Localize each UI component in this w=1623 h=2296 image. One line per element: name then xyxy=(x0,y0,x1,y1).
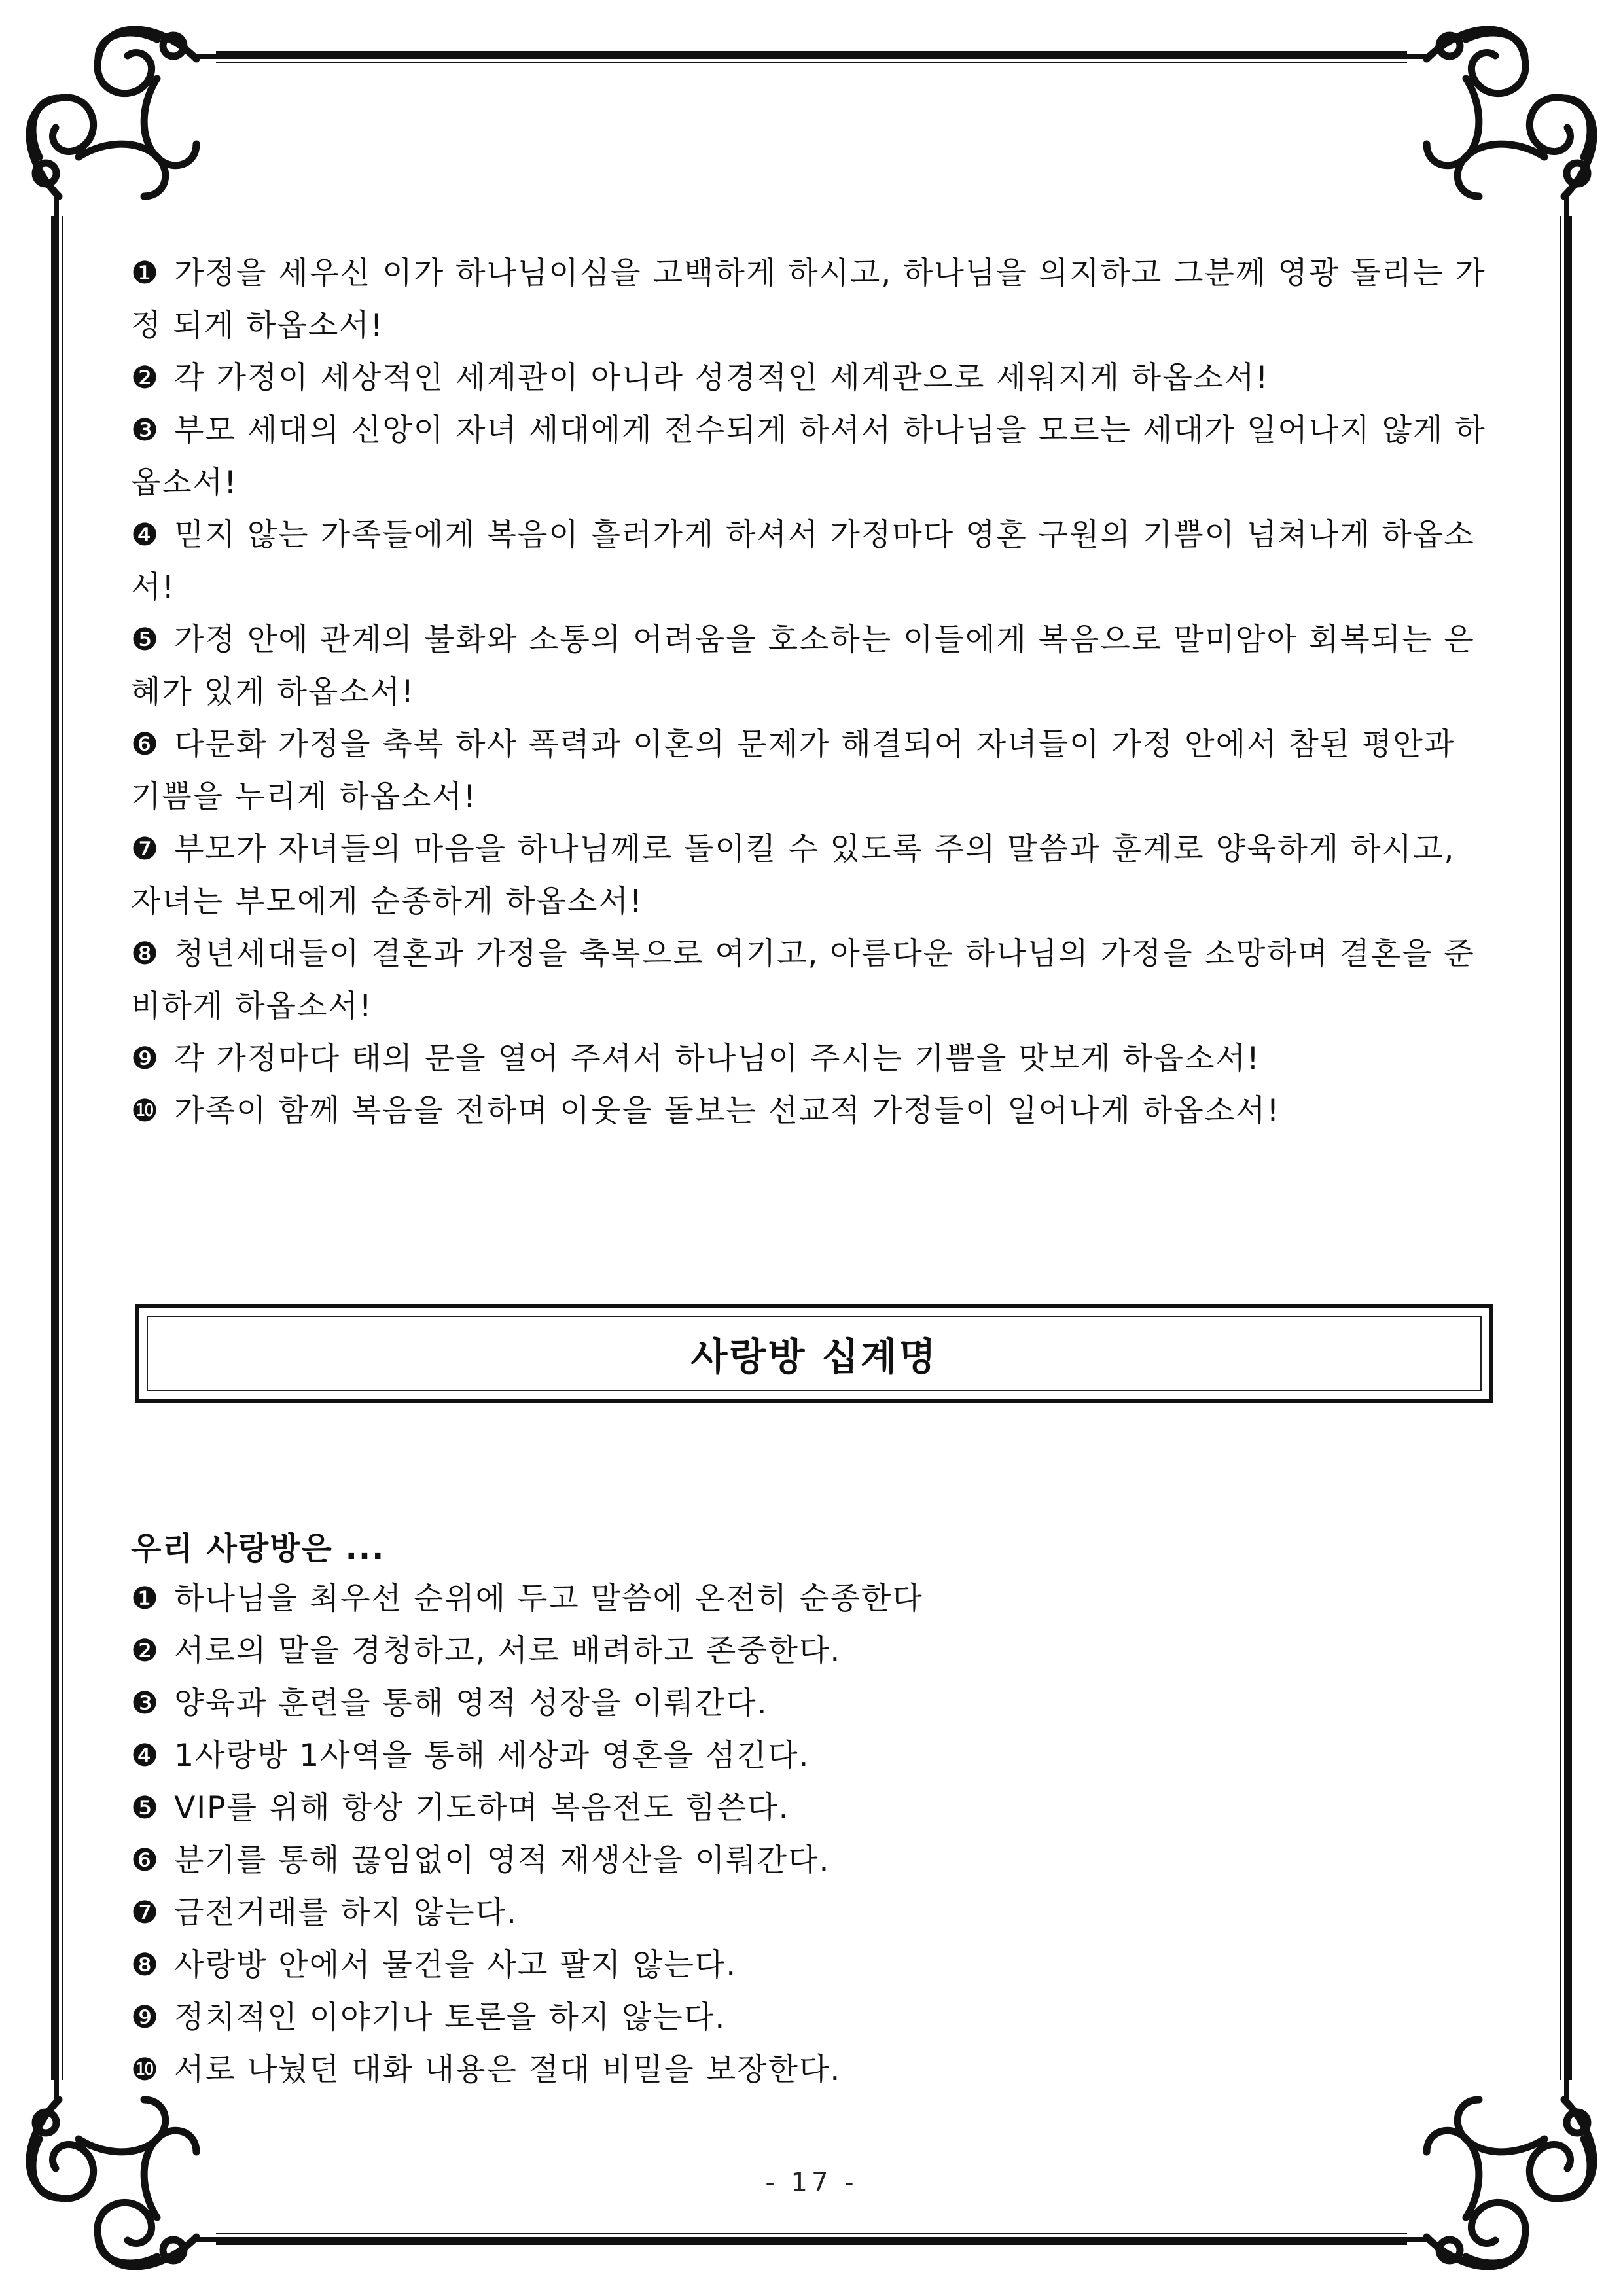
item-number: ❷ xyxy=(131,1633,160,1669)
item-number: ❽ xyxy=(131,1947,160,1983)
item-text: 사랑방 안에서 물건을 사고 팔지 않는다. xyxy=(174,1947,738,1983)
item-number: ❽ xyxy=(131,936,160,972)
item-number: ❹ xyxy=(131,517,160,553)
item-text: VIP를 위해 항상 기도하며 복음전도 힘쓴다. xyxy=(174,1790,790,1826)
item-number: ❾ xyxy=(131,1041,160,1077)
rules-list xyxy=(131,1573,1492,2096)
item-text: 각 가정이 세상적인 세계관이 아니라 성경적인 세계관으로 세워지게 하옵소서! xyxy=(174,360,1270,396)
prayer-item xyxy=(131,509,1492,614)
item-number: ❼ xyxy=(131,831,160,867)
item-text: 정치적인 이야기나 토론을 하지 않는다. xyxy=(174,2000,726,2036)
rule-item xyxy=(131,1992,1492,2044)
section-title-box xyxy=(135,1304,1493,1403)
section-title-inner-border xyxy=(147,1316,1482,1391)
item-text: 각 가정마다 태의 문을 열어 주셔서 하나님이 주시는 기쁨을 맛보게 하옵소서! xyxy=(174,1041,1260,1077)
item-text: 하나님을 최우선 순위에 두고 말씀에 온전히 순종한다 xyxy=(174,1581,923,1617)
item-text: 부모 세대의 신앙이 자녀 세대에게 전수되게 하셔서 하나님을 모르는 세대가 일어나지 않게 하옵소서! xyxy=(131,412,1486,501)
prayer-item xyxy=(131,719,1492,823)
rule-item xyxy=(131,1625,1492,1677)
rule-item xyxy=(131,1677,1492,1730)
item-number: ❶ xyxy=(131,255,160,291)
rule-item xyxy=(131,1939,1492,1992)
item-text: 서로 나눴던 대화 내용은 절대 비밀을 보장한다. xyxy=(174,2052,842,2088)
item-text: 1사랑방 1사역을 통해 세상과 영혼을 섬긴다. xyxy=(174,1738,810,1774)
item-text: 분기를 통해 끊임없이 영적 재생산을 이뤄간다. xyxy=(174,1842,830,1878)
item-number: ❸ xyxy=(131,1685,160,1721)
prayer-item xyxy=(131,1033,1492,1085)
prayer-item xyxy=(131,823,1492,928)
item-text: 금전거래를 하지 않는다. xyxy=(174,1895,518,1931)
item-text: 청년세대들이 결혼과 가정을 축복으로 여기고, 아름다운 하나님의 가정을 소망하며 결혼을 준비하게 하옵소서! xyxy=(131,936,1475,1024)
rules-heading: 우리 사랑방은 ... xyxy=(131,1530,385,1567)
rule-item xyxy=(131,2044,1492,2096)
prayer-item xyxy=(131,614,1492,719)
item-number: ❹ xyxy=(131,1738,160,1774)
prayer-item xyxy=(131,928,1492,1033)
item-number: ❼ xyxy=(131,1895,160,1931)
prayer-item xyxy=(131,404,1492,509)
item-text: 가족이 함께 복음을 전하며 이웃을 돌보는 선교적 가정들이 일어나게 하옵소서! xyxy=(174,1093,1281,1129)
item-text: 가정을 세우신 이가 하나님이심을 고백하게 하시고, 하나님을 의지하고 그분께 영광 돌리는 가정 되게 하옵소서! xyxy=(131,255,1486,344)
item-number: ❺ xyxy=(131,622,160,658)
prayer-item xyxy=(131,247,1492,352)
item-text: 가정 안에 관계의 불화와 소통의 어려움을 호소하는 이들에게 복음으로 말미암아 회복되는 은혜가 있게 하옵소서! xyxy=(131,622,1475,710)
rule-item xyxy=(131,1782,1492,1835)
item-number: ❶ xyxy=(131,1581,160,1617)
item-text: 서로의 말을 경청하고, 서로 배려하고 존중한다. xyxy=(174,1633,842,1669)
rule-item xyxy=(131,1835,1492,1887)
item-number: ❻ xyxy=(131,1842,160,1878)
prayer-item xyxy=(131,1085,1492,1138)
item-number: ❷ xyxy=(131,360,160,396)
prayer-item xyxy=(131,352,1492,404)
item-text: 양육과 훈련을 통해 영적 성장을 이뤄간다. xyxy=(174,1685,768,1721)
rule-item xyxy=(131,1573,1492,1625)
item-text: 다문화 가정을 축복 하사 폭력과 이혼의 문제가 해결되어 자녀들이 가정 안에서 참된 평안과 기쁨을 누리게 하옵소서! xyxy=(131,726,1455,815)
item-number: ❿ xyxy=(131,1093,160,1129)
item-number: ❿ xyxy=(131,2052,160,2088)
section-title: 사랑방 십계명 xyxy=(690,1335,938,1379)
rule-item xyxy=(131,1887,1492,1939)
item-number: ❸ xyxy=(131,412,160,448)
item-number: ❻ xyxy=(131,726,160,762)
item-number: ❾ xyxy=(131,2000,160,2036)
rule-item xyxy=(131,1730,1492,1782)
item-text: 부모가 자녀들의 마음을 하나님께로 돌이킬 수 있도록 주의 말씀과 훈계로 양육하게 하시고, 자녀는 부모에게 순종하게 하옵소서! xyxy=(131,831,1455,920)
page-number: - 17 - xyxy=(765,2168,858,2198)
item-text: 믿지 않는 가족들에게 복음이 흘러가게 하셔서 가정마다 영혼 구원의 기쁨이 넘쳐나게 하옵소서! xyxy=(131,517,1475,605)
prayer-list xyxy=(131,247,1492,1138)
item-number: ❺ xyxy=(131,1790,160,1826)
